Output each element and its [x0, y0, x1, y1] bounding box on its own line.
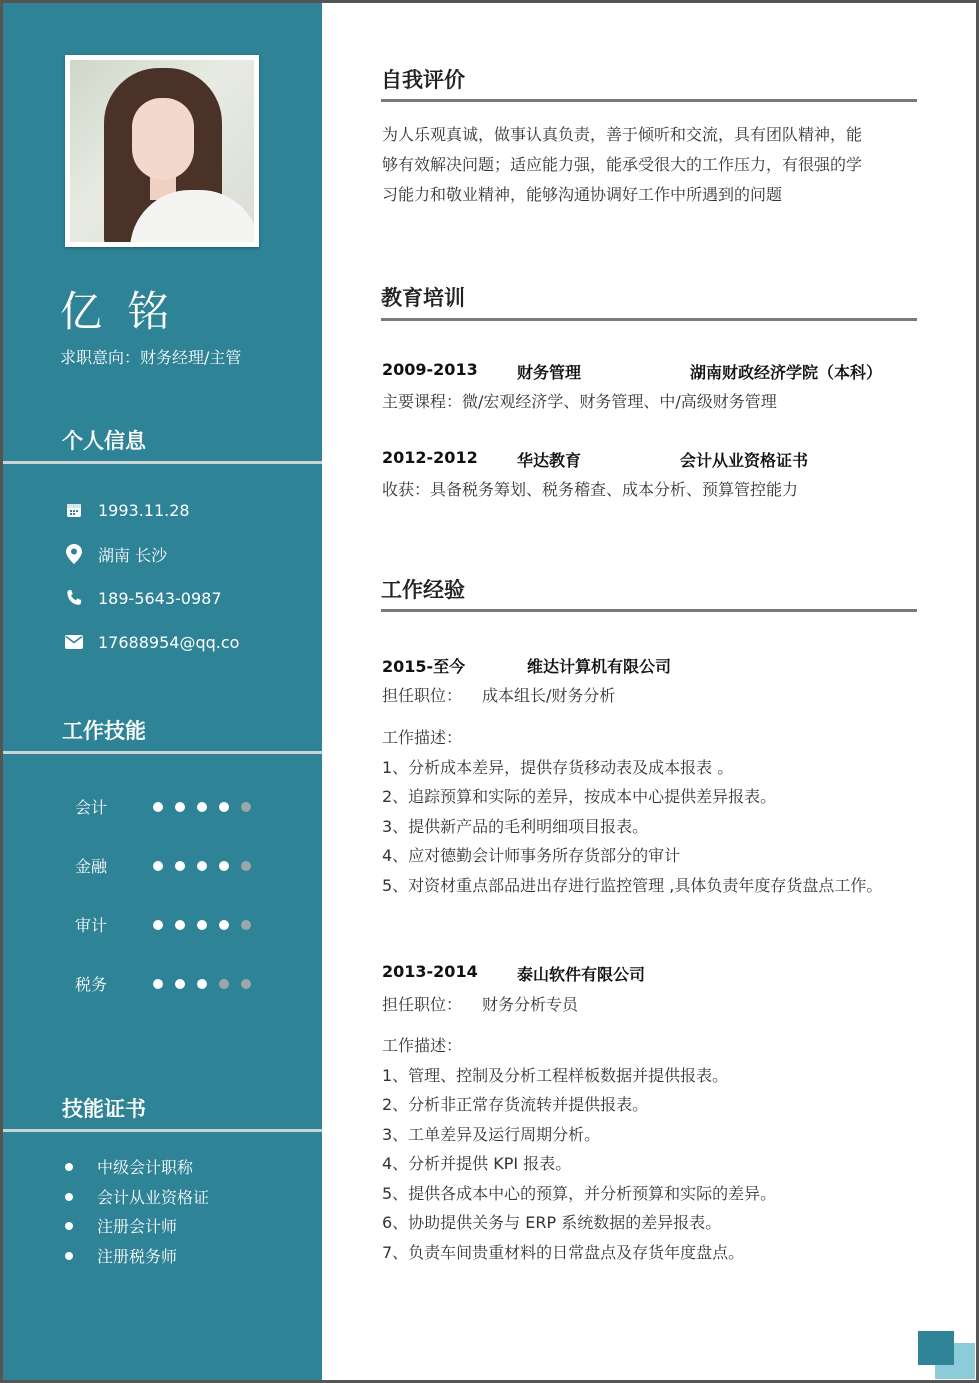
- calendar-icon: [63, 499, 85, 521]
- rating-dot-filled: [175, 920, 185, 930]
- education-detail: 收获：具备税务筹划、税务稽查、成本分析、预算管控能力: [382, 480, 799, 499]
- skill-row: [75, 854, 251, 877]
- education-heading: 教育培训: [381, 286, 465, 310]
- cert-item: 中级会计职称: [65, 1155, 193, 1178]
- mail-icon: [63, 631, 85, 653]
- birthdate-row: [63, 498, 190, 522]
- education-detail: 主要课程：微/宏观经济学、财务管理、中/高级财务管理: [382, 392, 777, 411]
- rating-dot-filled: [153, 802, 163, 812]
- rating-dot-empty: [241, 802, 251, 812]
- rating-dot-filled: [153, 861, 163, 871]
- school: 会计从业资格证书: [680, 451, 809, 470]
- divider: [381, 609, 917, 612]
- rating-dot-filled: [219, 920, 229, 930]
- self-eval-heading: 自我评价: [381, 68, 465, 92]
- bullet-icon: [65, 1193, 73, 1201]
- phone-icon: [63, 587, 85, 609]
- rating-dot-filled: [197, 861, 207, 871]
- rating-dot-filled: [219, 802, 229, 812]
- personal-info-heading: 个人信息: [62, 429, 146, 453]
- rating-dot-filled: [197, 920, 207, 930]
- birthdate-value: 1993.11.28: [98, 500, 190, 520]
- corner-decoration: [918, 1331, 954, 1365]
- certs-heading: 技能证书: [62, 1097, 146, 1121]
- rating-dot-empty: [241, 979, 251, 989]
- job-description: 工作描述： 1、分析成本差异，提供存货移动表及成本报表 。 2、追踪预算和实际的差异，按成本中心提供差异报表。 3、提供新产品的毛利明细项目报表。 4、应对德勤会计师事务所存货部分的审计 5、对资材重点部品进出存进行监控管理 ,具体负责年度存货盘点工作。: [382, 728, 883, 895]
- field: 财务管理: [517, 363, 582, 382]
- field: 华达教育: [517, 451, 582, 470]
- bullet-icon: [65, 1163, 73, 1171]
- candidate-name: 亿 铭: [60, 287, 176, 336]
- divider: [3, 1129, 322, 1132]
- period: 2015-至今: [382, 657, 466, 676]
- location-pin-icon: [63, 543, 85, 565]
- rating-dot-filled: [175, 979, 185, 989]
- cert-item: 注册税务师: [65, 1244, 177, 1267]
- location-row: [63, 542, 167, 566]
- skill-label: 税务: [75, 975, 108, 994]
- rating-dot-filled: [219, 861, 229, 871]
- company: 维达计算机有限公司: [527, 657, 672, 676]
- job-description: 工作描述： 1、管理、控制及分析工程样板数据并提供报表。 2、分析非正常存货流转并提供报表。 3、工单差异及运行周期分析。 4、分析并提供 KPI 报表。 5、提供各成本中心的预算，并分析预算和实际的差异。 6、协助提供关务与 ERP 系统数据的差异报表。 7、负责车间贵重材料的日常盘点及存货年度盘点。: [382, 1036, 777, 1262]
- divider: [381, 99, 917, 102]
- bullet-icon: [65, 1252, 73, 1260]
- divider: [3, 461, 322, 464]
- work-heading: 工作经验: [381, 578, 465, 602]
- rating-dot-filled: [153, 920, 163, 930]
- rating-dot-empty: [219, 979, 229, 989]
- divider: [381, 318, 917, 321]
- skills-heading: 工作技能: [62, 719, 146, 743]
- skill-row: [75, 972, 251, 995]
- email-row: [63, 630, 239, 654]
- sidebar: [3, 3, 322, 1380]
- rating-dot-filled: [197, 979, 207, 989]
- company: 泰山软件有限公司: [517, 965, 646, 984]
- skill-row: [75, 795, 251, 818]
- divider: [3, 751, 322, 754]
- period: 2012-2012: [382, 448, 478, 467]
- cert-item: 注册会计师: [65, 1214, 177, 1237]
- self-eval-text: 为人乐观真诚，做事认真负责，善于倾听和交流，具有团队精神，能 够有效解决问题；适应能力强，能承受很大的工作压力，有很强的学 习能力和敬业精神，能够沟通协调好工作中所遇到的问题: [382, 125, 863, 204]
- skill-row: [75, 913, 251, 936]
- email-value: 17688954@qq.co: [98, 632, 240, 652]
- bullet-icon: [65, 1222, 73, 1230]
- rating-dot-filled: [175, 802, 185, 812]
- rating-dot-filled: [175, 861, 185, 871]
- skill-label: 金融: [75, 857, 108, 876]
- rating-dot-empty: [241, 861, 251, 871]
- skill-rating: [153, 802, 251, 812]
- school: 湖南财政经济学院（本科）: [690, 363, 883, 382]
- cert-item: 会计从业资格证: [65, 1185, 209, 1208]
- period: 2013-2014: [382, 962, 478, 981]
- skill-label: 审计: [75, 916, 108, 935]
- job-intent: 求职意向：财务经理/主管: [60, 348, 242, 367]
- skill-rating: [153, 979, 251, 989]
- job-role: 担任职位： 成本组长/财务分析: [382, 686, 616, 705]
- location-value: 湖南 长沙: [98, 545, 168, 565]
- rating-dot-empty: [241, 920, 251, 930]
- skill-rating: [153, 861, 251, 871]
- rating-dot-filled: [197, 802, 207, 812]
- job-role: 担任职位： 财务分析专员: [382, 995, 579, 1014]
- rating-dot-filled: [153, 979, 163, 989]
- phone-row: [63, 586, 222, 610]
- skill-label: 会计: [75, 798, 108, 817]
- phone-value: 189-5643-0987: [98, 588, 222, 608]
- profile-photo: [65, 55, 259, 247]
- period: 2009-2013: [382, 360, 478, 379]
- skill-rating: [153, 920, 251, 930]
